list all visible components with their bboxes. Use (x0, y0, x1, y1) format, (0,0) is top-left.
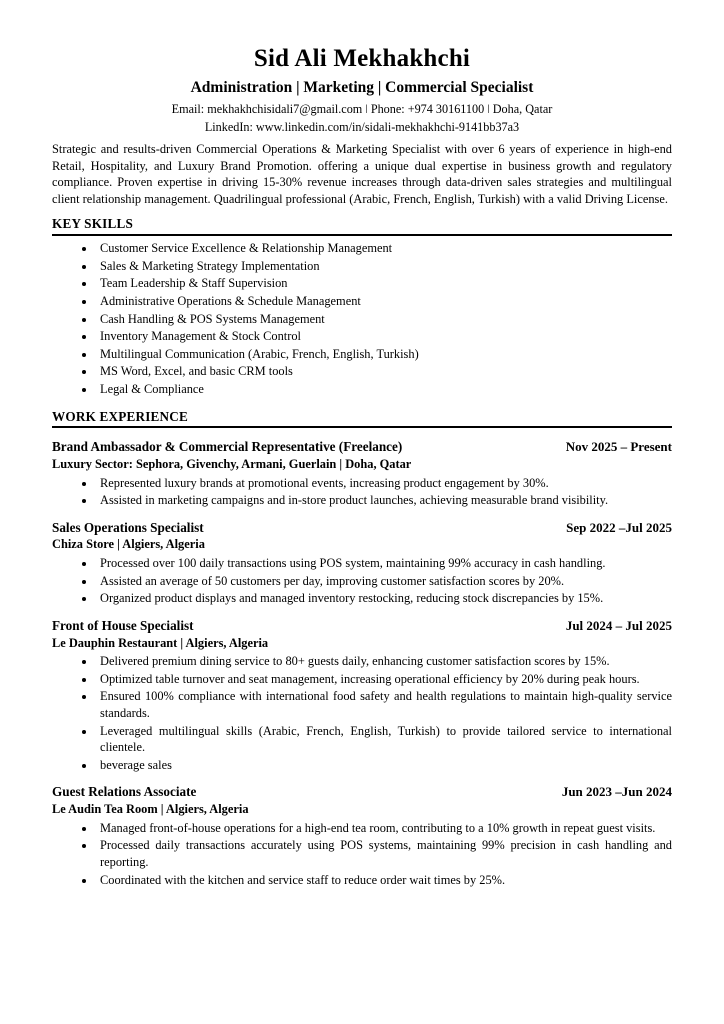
job-header (52, 438, 672, 456)
skills-list (52, 240, 672, 397)
job-bullet: • Leveraged multilingual skills (Arabic, French, English, Turkish) to provide tailored service to international clientele. (96, 723, 672, 756)
contact-line: Email: mekhakhchisidali7@gmail.com ǀ Phone: +974 30161100 ǀ Doha, Qatar (171, 102, 553, 117)
section-heading-work-experience: WORK EXPERIENCE (52, 408, 672, 429)
job-bullet: • Organized product displays and managed inventory restocking, reducing stock discrepancies by 15%. (96, 590, 672, 607)
job-bullet: • Managed front-of-house operations for a high-end tea room, contributing to a 10% growth in repeat guest visits. (96, 820, 672, 837)
skill-item: • Administrative Operations & Schedule Management (96, 293, 672, 310)
job-dates: Jul 2024 – Jul 2025 (565, 617, 672, 633)
skill-item: • Sales & Marketing Strategy Implementation (96, 258, 672, 275)
job-bullet: • Processed over 100 daily transactions using POS system, maintaining 99% accuracy in cash handling. (96, 555, 672, 572)
resume-name: Sid Ali Mekhakhchi (253, 45, 471, 72)
job-bullet: • Delivered premium dining service to 80+ guests daily, enhancing customer satisfaction scores by 15%. (96, 653, 672, 670)
job-title: Brand Ambassador & Commercial Representative (Freelance) (52, 439, 403, 455)
skill-item: • Cash Handling & POS Systems Management (96, 311, 672, 328)
job-subtitle: Chiza Store | Algiers, Algeria (52, 537, 205, 552)
job-bullet: • Ensured 100% compliance with international food safety and health regulations to maintain high-quality service standards. (96, 688, 672, 721)
job-bullet: • Assisted an average of 50 customers per day, improving customer satisfaction scores by 20%. (96, 573, 672, 590)
job-entry (52, 783, 672, 888)
job-bullet-list (52, 475, 672, 509)
job-subtitle: Le Dauphin Restaurant | Algiers, Algeria (52, 635, 269, 650)
job-header (52, 617, 672, 635)
job-header (52, 783, 672, 801)
job-title: Sales Operations Specialist (52, 519, 204, 535)
resume-subtitle: Administration | Marketing | Commercial Specialist (190, 78, 534, 96)
skill-item: • Inventory Management & Stock Control (96, 328, 672, 345)
job-bullet-list (52, 555, 672, 607)
job-bullet: • Assisted in marketing campaigns and in-store product launches, achieving measurable brand visibility. (96, 492, 672, 509)
job-header (52, 519, 672, 537)
job-dates: Jun 2023 –Jun 2024 (561, 784, 672, 800)
resume-page (52, 42, 672, 888)
skill-item: • Multilingual Communication (Arabic, French, English, Turkish) (96, 346, 672, 363)
job-subtitle: Le Audin Tea Room | Algiers, Algeria (52, 802, 249, 817)
job-subtitle: Luxury Sector: Sephora, Givenchy, Armani, Guerlain | Doha, Qatar (52, 456, 412, 471)
job-bullet: • Coordinated with the kitchen and service staff to reduce order wait times by 25%. (96, 872, 672, 889)
job-entry (52, 617, 672, 774)
summary-paragraph: Strategic and results-driven Commercial Operations & Marketing Specialist with over 6 years of experience in high-end Retail, Hospitality, and Luxury Brand Promotion. offering a unique dual expertise in business growth and regulatory compliance. Proven expertise in driving 15-30% revenue increases through data-driven sales strategies and multilingual client relationship management. Quadrilingual professional (Arabic, French, English, Turkish) with a valid Driving License. (52, 141, 672, 206)
job-bullet-list (52, 653, 672, 773)
job-entry (52, 519, 672, 607)
job-dates: Sep 2022 –Jul 2025 (566, 519, 672, 535)
skill-item: • MS Word, Excel, and basic CRM tools (96, 363, 672, 380)
job-title: Guest Relations Associate (52, 784, 197, 800)
section-heading-key-skills: KEY SKILLS (52, 215, 672, 236)
job-bullet: • beverage sales (96, 757, 672, 774)
skill-item: • Legal & Compliance (96, 381, 672, 398)
job-title: Front of House Specialist (52, 617, 194, 633)
job-bullet: • Optimized table turnover and seat management, increasing operational efficiency by 20% during peak hours. (96, 671, 672, 688)
linkedin-line: LinkedIn: www.linkedin.com/in/sidali-mekhakhchi-9141bb37a3 (204, 119, 520, 134)
job-entry (52, 438, 672, 509)
job-bullet: • Processed daily transactions accurately using POS systems, maintaining 99% precision in cash handling and reporting. (96, 837, 672, 870)
job-dates: Nov 2025 – Present (565, 439, 672, 455)
skill-item: • Customer Service Excellence & Relationship Management (96, 240, 672, 257)
job-bullet-list (52, 820, 672, 888)
job-bullet: • Represented luxury brands at promotional events, increasing product engagement by 30%. (96, 475, 672, 492)
skill-item: • Team Leadership & Staff Supervision (96, 275, 672, 292)
